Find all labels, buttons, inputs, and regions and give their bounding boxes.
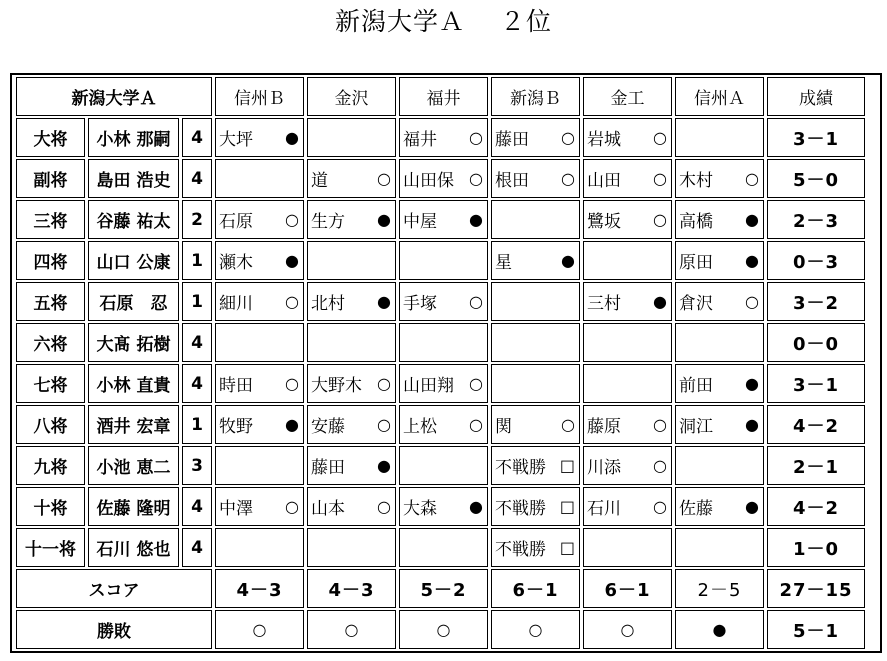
match-result [491, 282, 580, 321]
opponent-name: 藤原 [587, 417, 621, 437]
match-result [583, 364, 672, 403]
opponent-name: 山田 [587, 171, 621, 191]
match-result [583, 241, 672, 280]
results-table [10, 73, 882, 653]
result-mark-icon: ○ [285, 374, 299, 393]
player-record: 2－3 [767, 200, 865, 239]
opponent-name: 鷺坂 [587, 212, 621, 232]
player-name: 小林 那嗣 [88, 118, 179, 157]
result-mark-icon: ○ [561, 415, 575, 434]
match-result [307, 446, 396, 485]
score-label: スコア [16, 569, 212, 608]
match-result [399, 200, 488, 239]
player-name: 大髙 拓樹 [88, 323, 179, 362]
team-score: 4－3 [215, 569, 304, 608]
opponent-name: 牧野 [219, 417, 253, 437]
match-result [307, 528, 396, 567]
match-result [675, 487, 764, 526]
opponent-name: 山田翔 [403, 376, 454, 396]
result-mark-icon: ● [745, 415, 759, 434]
match-result [215, 528, 304, 567]
match-result [215, 282, 304, 321]
match-result [399, 159, 488, 198]
player-grade: 4 [182, 364, 212, 403]
result-mark-icon: ● [745, 251, 759, 270]
player-name: 酒井 宏章 [88, 405, 179, 444]
match-result [307, 200, 396, 239]
player-grade: 4 [182, 159, 212, 198]
match-result [491, 200, 580, 239]
result-mark-icon: ○ [653, 169, 667, 188]
opponent-name: 時田 [219, 376, 253, 396]
player-grade: 4 [182, 528, 212, 567]
result-mark-icon: ○ [469, 415, 483, 434]
player-position: 三将 [16, 200, 85, 239]
result-mark-icon: ● [745, 374, 759, 393]
result-mark-icon: ○ [653, 456, 667, 475]
team-result-mark-icon: ○ [307, 610, 396, 649]
match-result [215, 200, 304, 239]
opponent-name: 山本 [311, 499, 345, 519]
player-position: 十将 [16, 487, 85, 526]
header-opponent: 新潟Ｂ [491, 77, 580, 116]
opponent-name: 木村 [679, 171, 713, 191]
opponent-name: 安藤 [311, 417, 345, 437]
opponent-name: 佐藤 [679, 499, 713, 519]
result-mark-icon: ● [285, 128, 299, 147]
result-mark-icon: ● [469, 497, 483, 516]
result-mark-icon: ○ [653, 415, 667, 434]
opponent-name: 高橋 [679, 212, 713, 232]
player-grade: 3 [182, 446, 212, 485]
result-mark-icon: ● [377, 210, 391, 229]
player-name: 小池 恵二 [88, 446, 179, 485]
result-mark-icon: ○ [285, 497, 299, 516]
result-mark-icon: ○ [653, 128, 667, 147]
opponent-name: 中澤 [219, 499, 253, 519]
opponent-name: 川添 [587, 458, 621, 478]
opponent-name: 藤田 [495, 130, 529, 150]
match-result [491, 118, 580, 157]
result-mark-icon: ○ [653, 497, 667, 516]
player-position: 七将 [16, 364, 85, 403]
header-opponent: 信州Ａ [675, 77, 764, 116]
player-record: 4－2 [767, 405, 865, 444]
match-result [215, 364, 304, 403]
match-result [583, 405, 672, 444]
match-result [307, 118, 396, 157]
match-result [675, 323, 764, 362]
player-grade: 4 [182, 487, 212, 526]
player-record: 3－2 [767, 282, 865, 321]
match-result [675, 200, 764, 239]
match-result [491, 241, 580, 280]
match-result [675, 528, 764, 567]
opponent-name: 洞江 [679, 417, 713, 437]
opponent-name: 藤田 [311, 458, 345, 478]
match-result [399, 364, 488, 403]
match-result [399, 323, 488, 362]
opponent-name: 北村 [311, 294, 345, 314]
result-mark-icon: ● [285, 251, 299, 270]
win-loss-total: 5－1 [767, 610, 865, 649]
header-opponent: 金沢 [307, 77, 396, 116]
opponent-name: 不戦勝 [495, 458, 546, 478]
header-opponent: 福井 [399, 77, 488, 116]
match-result [675, 364, 764, 403]
team-result-mark-icon: ○ [491, 610, 580, 649]
player-name: 谷藤 祐太 [88, 200, 179, 239]
team-score: 4－3 [307, 569, 396, 608]
player-grade: 4 [182, 323, 212, 362]
opponent-name: 山田保 [403, 171, 454, 191]
match-result [675, 241, 764, 280]
player-name: 石原 忍 [88, 282, 179, 321]
player-record: 2－1 [767, 446, 865, 485]
match-result [583, 200, 672, 239]
match-result [399, 118, 488, 157]
result-mark-icon: ○ [469, 128, 483, 147]
match-result [307, 487, 396, 526]
player-name: 石川 悠也 [88, 528, 179, 567]
opponent-name: 細川 [219, 294, 253, 314]
result-mark-icon: ○ [561, 128, 575, 147]
team-score: 6－1 [491, 569, 580, 608]
opponent-name: 瀬木 [219, 253, 253, 273]
match-result [399, 241, 488, 280]
match-result [491, 405, 580, 444]
player-grade: 1 [182, 241, 212, 280]
opponent-name: 前田 [679, 376, 713, 396]
player-position: 九将 [16, 446, 85, 485]
result-mark-icon: ○ [469, 169, 483, 188]
player-grade: 1 [182, 405, 212, 444]
result-mark-icon: ○ [285, 292, 299, 311]
team-score: 5－2 [399, 569, 488, 608]
header-opponent: 信州Ｂ [215, 77, 304, 116]
opponent-name: 福井 [403, 130, 437, 150]
match-result [307, 241, 396, 280]
match-result [675, 118, 764, 157]
match-result [307, 364, 396, 403]
match-result [491, 446, 580, 485]
match-result [583, 118, 672, 157]
header-opponent: 金工 [583, 77, 672, 116]
match-result [307, 159, 396, 198]
result-mark-icon: ○ [377, 497, 391, 516]
match-result [675, 405, 764, 444]
team-result-mark-icon: ○ [399, 610, 488, 649]
player-position: 五将 [16, 282, 85, 321]
player-position: 十一将 [16, 528, 85, 567]
result-mark-icon: □ [559, 538, 575, 557]
player-name: 佐藤 隆明 [88, 487, 179, 526]
match-result [491, 487, 580, 526]
opponent-name: 中屋 [403, 212, 437, 232]
match-result [215, 446, 304, 485]
result-mark-icon: ○ [285, 210, 299, 229]
result-mark-icon: ○ [745, 292, 759, 311]
match-result [215, 323, 304, 362]
result-mark-icon: ○ [653, 210, 667, 229]
opponent-name: 根田 [495, 171, 529, 191]
match-result [307, 405, 396, 444]
player-position: 副将 [16, 159, 85, 198]
match-result [583, 323, 672, 362]
result-mark-icon: ○ [745, 169, 759, 188]
result-mark-icon: ● [745, 210, 759, 229]
player-position: 八将 [16, 405, 85, 444]
player-record: 4－2 [767, 487, 865, 526]
total-score: 27－15 [767, 569, 865, 608]
result-mark-icon: □ [559, 456, 575, 475]
match-result [675, 159, 764, 198]
match-result [675, 282, 764, 321]
opponent-name: 石川 [587, 499, 621, 519]
match-result [215, 405, 304, 444]
result-mark-icon: ● [469, 210, 483, 229]
opponent-name: 不戦勝 [495, 540, 546, 560]
match-result [399, 487, 488, 526]
player-position: 六将 [16, 323, 85, 362]
match-result [583, 528, 672, 567]
result-mark-icon: ● [285, 415, 299, 434]
team-result-mark-icon: ● [675, 610, 764, 649]
player-record: 0－0 [767, 323, 865, 362]
team-score: 6－1 [583, 569, 672, 608]
match-result [491, 364, 580, 403]
player-grade: 2 [182, 200, 212, 239]
opponent-name: 大森 [403, 499, 437, 519]
result-mark-icon: □ [559, 497, 575, 516]
opponent-name: 道 [311, 171, 328, 191]
match-result [307, 323, 396, 362]
player-position: 四将 [16, 241, 85, 280]
player-name: 小林 直貴 [88, 364, 179, 403]
match-result [307, 282, 396, 321]
match-result [399, 528, 488, 567]
player-name: 山口 公康 [88, 241, 179, 280]
player-record: 3－1 [767, 118, 865, 157]
opponent-name: 不戦勝 [495, 499, 546, 519]
opponent-name: 大野木 [311, 376, 362, 396]
opponent-name: 星 [495, 253, 512, 273]
player-position: 大将 [16, 118, 85, 157]
result-mark-icon: ○ [469, 374, 483, 393]
result-mark-icon: ● [745, 497, 759, 516]
team-result-mark-icon: ○ [215, 610, 304, 649]
page-title: 新潟大学Ａ ２位 [335, 7, 552, 36]
opponent-name: 石原 [219, 212, 253, 232]
match-result [583, 282, 672, 321]
team-score: 2－5 [675, 569, 764, 608]
result-mark-icon: ● [561, 251, 575, 270]
match-result [491, 159, 580, 198]
player-name: 島田 浩史 [88, 159, 179, 198]
team-result-mark-icon: ○ [583, 610, 672, 649]
header-team: 新潟大学Ａ [16, 77, 212, 116]
match-result [583, 446, 672, 485]
player-record: 3－1 [767, 364, 865, 403]
result-mark-icon: ○ [377, 415, 391, 434]
opponent-name: 関 [495, 417, 512, 437]
opponent-name: 上松 [403, 417, 437, 437]
opponent-name: 手塚 [403, 294, 437, 314]
match-result [399, 446, 488, 485]
match-result [491, 528, 580, 567]
header-record: 成績 [767, 77, 865, 116]
match-result [215, 118, 304, 157]
match-result [399, 282, 488, 321]
match-result [491, 323, 580, 362]
player-record: 1－0 [767, 528, 865, 567]
win-loss-label: 勝敗 [16, 610, 212, 649]
match-result [215, 241, 304, 280]
result-mark-icon: ○ [561, 169, 575, 188]
result-mark-icon: ○ [377, 374, 391, 393]
opponent-name: 生方 [311, 212, 345, 232]
result-mark-icon: ○ [469, 292, 483, 311]
match-result [215, 487, 304, 526]
result-mark-icon: ● [653, 292, 667, 311]
result-mark-icon: ○ [377, 169, 391, 188]
opponent-name: 大坪 [219, 130, 253, 150]
opponent-name: 原田 [679, 253, 713, 273]
match-result [399, 405, 488, 444]
match-result [583, 487, 672, 526]
match-result [675, 446, 764, 485]
opponent-name: 三村 [587, 294, 621, 314]
opponent-name: 倉沢 [679, 294, 713, 314]
result-mark-icon: ● [377, 456, 391, 475]
player-grade: 4 [182, 118, 212, 157]
opponent-name: 岩城 [587, 130, 621, 150]
match-result [215, 159, 304, 198]
player-record: 0－3 [767, 241, 865, 280]
match-result [583, 159, 672, 198]
player-grade: 1 [182, 282, 212, 321]
player-record: 5－0 [767, 159, 865, 198]
result-mark-icon: ● [377, 292, 391, 311]
